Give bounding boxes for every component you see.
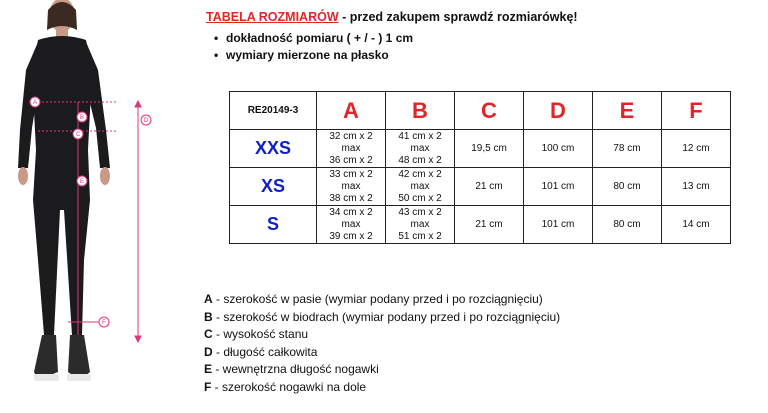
legend-key: D: [204, 344, 213, 359]
legend-text: - długość całkowita: [212, 344, 318, 359]
cell-f: 14 cm: [662, 206, 731, 244]
cell-line: max: [341, 180, 361, 192]
column-f-header: F: [662, 92, 731, 130]
note-flat: • wymiary mierzone na płasko: [214, 47, 413, 64]
arrow-d-bottom: [135, 336, 141, 342]
left-hand: [18, 167, 28, 185]
cell-line: 41 cm x 2: [398, 130, 442, 142]
model-figure: [0, 0, 170, 413]
legend-text: - szerokość w pasie (wymiar podany przed i po rozciągnięciu): [212, 292, 543, 306]
marker-d-label: D: [143, 118, 149, 124]
legend-item: [204, 291, 560, 309]
legend-item: [204, 361, 560, 379]
legend-key: C: [204, 327, 213, 341]
column-d-header: D: [524, 92, 593, 130]
marker-f-label: F: [102, 320, 106, 326]
right-shoe: [68, 335, 90, 380]
column-a-header: A: [317, 92, 386, 130]
legend-key: E: [204, 362, 213, 376]
cell-c: 19,5 cm: [455, 130, 524, 168]
cell-e: 80 cm: [593, 168, 662, 206]
cell-f: 13 cm: [662, 168, 731, 206]
size-table: [229, 91, 731, 244]
cell-line: 43 cm x 2: [398, 206, 442, 218]
note-accuracy: • dokładność pomiaru ( + / - ) 1 cm: [214, 30, 413, 47]
cell-line: max: [341, 142, 361, 154]
legend-key: A: [204, 292, 213, 306]
cell-d: 101 cm: [524, 206, 593, 244]
table-row: [230, 130, 731, 168]
model-code: RE20149-3: [230, 92, 317, 130]
right-hand: [100, 167, 110, 185]
cell-line: 38 cm x 2: [329, 192, 373, 204]
title-highlight: TABELA ROZMIARÓW: [206, 10, 339, 24]
cell-line: 34 cm x 2: [329, 206, 373, 218]
legend-text: - szerokość w biodrach (wymiar podany przed i po rozciągnięciu): [212, 309, 561, 324]
marker-b-label: B: [79, 115, 85, 121]
left-shoe: [34, 335, 58, 380]
arrow-d-top: [135, 101, 141, 107]
cell-line: 32 cm x 2: [329, 130, 373, 142]
column-c-header: C: [455, 92, 524, 130]
cell-b: [386, 130, 455, 168]
cell-line: 33 cm x 2: [329, 168, 373, 180]
cell-line: max: [410, 180, 430, 192]
cell-d: 100 cm: [524, 130, 593, 168]
cell-a: [317, 130, 386, 168]
column-b-header: B: [386, 92, 455, 130]
cell-b: [386, 206, 455, 244]
cell-d: 101 cm: [524, 168, 593, 206]
right-sole: [67, 374, 91, 381]
size-label: XS: [230, 168, 317, 206]
cell-e: 80 cm: [593, 206, 662, 244]
cell-e: 78 cm: [593, 130, 662, 168]
legend-item: [204, 344, 560, 362]
cell-a: [317, 206, 386, 244]
size-label: XXS: [230, 130, 317, 168]
legend-item: [204, 309, 560, 327]
cell-line: 50 cm x 2: [398, 192, 442, 204]
marker-c-label: C: [75, 132, 81, 138]
cell-line: 39 cm x 2: [329, 230, 373, 242]
legend-key: B: [204, 309, 213, 324]
legend-item: [204, 379, 560, 397]
page-title: [206, 10, 578, 24]
cell-line: 36 cm x 2: [329, 154, 373, 166]
cell-b: [386, 168, 455, 206]
cell-line: max: [410, 218, 430, 230]
cell-line: 42 cm x 2: [398, 168, 442, 180]
legend-key: F: [204, 379, 212, 394]
legend-text: - wysokość stanu: [212, 327, 309, 341]
cell-line: 48 cm x 2: [398, 154, 442, 166]
legend-text: - szerokość nogawki na dole: [211, 379, 367, 394]
cell-line: 51 cm x 2: [398, 230, 442, 242]
cell-c: 21 cm: [455, 168, 524, 206]
legend-text: - wewnętrzna długość nogawki: [212, 362, 379, 376]
size-label: S: [230, 206, 317, 244]
cell-f: 12 cm: [662, 130, 731, 168]
title-rest: - przed zakupem sprawdź rozmiarówkę!: [338, 10, 578, 24]
notes-list: [214, 30, 413, 64]
cell-line: max: [410, 142, 430, 154]
table-row: [230, 168, 731, 206]
measurement-legend: [204, 291, 560, 396]
cell-a: [317, 168, 386, 206]
marker-a-label: A: [32, 100, 38, 106]
legend-item: [204, 326, 560, 344]
left-sole: [34, 374, 59, 381]
cell-line: max: [341, 218, 361, 230]
column-e-header: E: [593, 92, 662, 130]
marker-e-label: E: [79, 179, 85, 185]
table-row: [230, 206, 731, 244]
table-header-row: [230, 92, 731, 130]
cell-c: 21 cm: [455, 206, 524, 244]
